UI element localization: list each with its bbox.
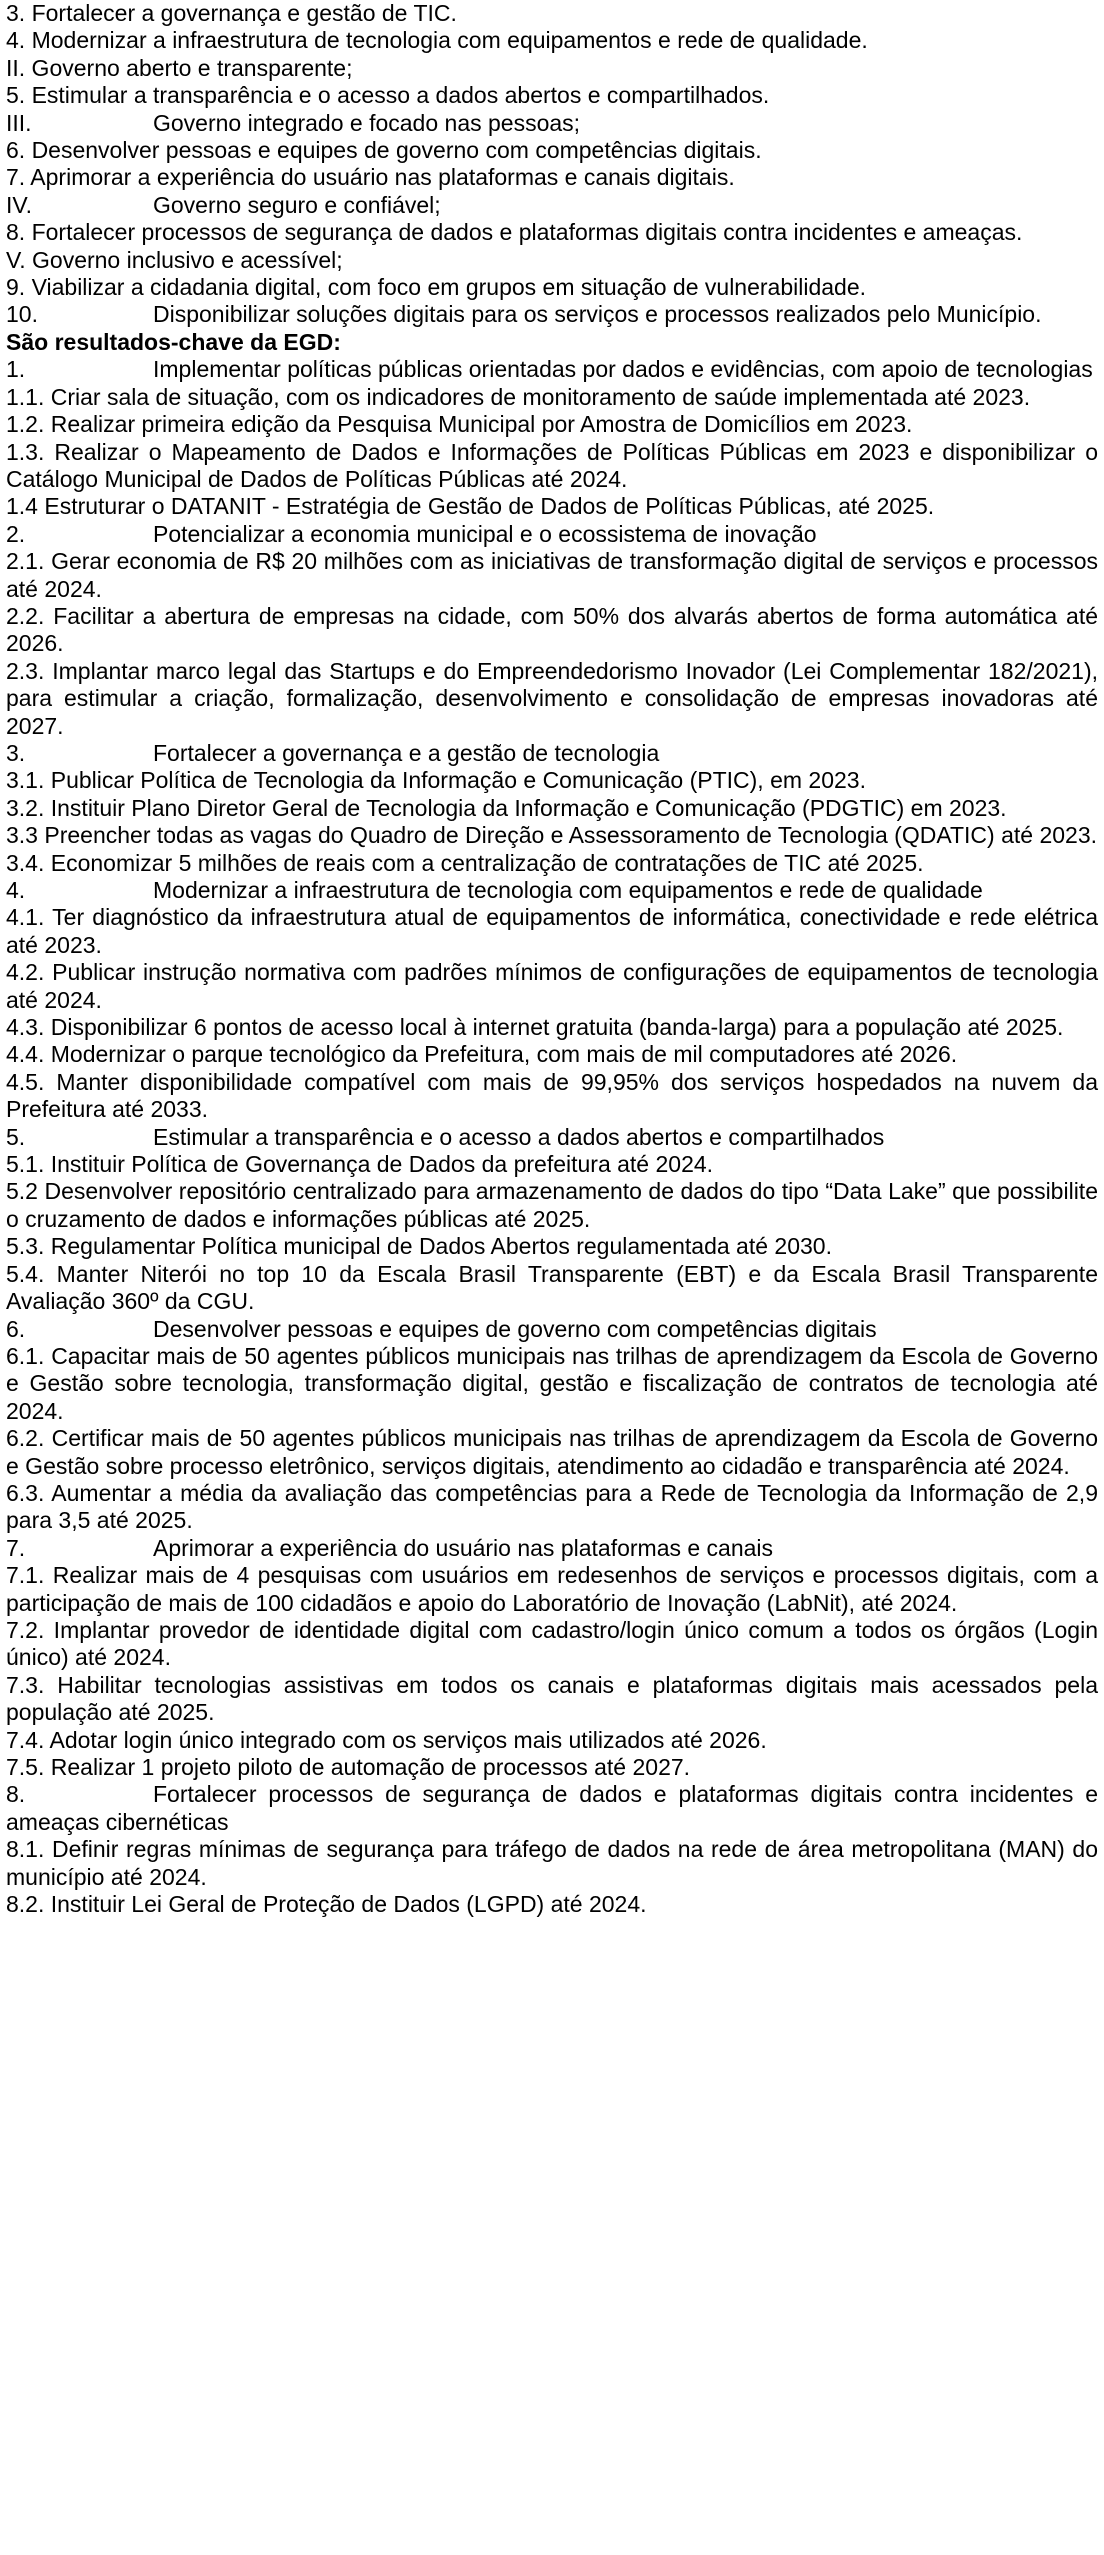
item-text: 2.1. Gerar economia de R$ 20 milhões com as iniciativas de transformação digital de serviços e processos até 2024.: [6, 548, 1098, 602]
paragraph: [6, 795, 1098, 822]
item-text: 1.1. Criar sala de situação, com os indicadores de monitoramento de saúde implementada até 2023.: [6, 383, 1031, 410]
item-text: 4.2. Publicar instrução normativa com padrões mínimos de configurações de equipamentos de tecnologia até 2024.: [6, 959, 1098, 1013]
item-text: 1.3. Realizar o Mapeamento de Dados e Informações de Políticas Públicas em 2023 e disponibilizar o Catálogo Municipal de Dados de Políticas Públicas até 2024.: [6, 438, 1098, 492]
item-text: 7.1. Realizar mais de 4 pesquisas com usuários em redesenhos de serviços e processos digitais, com a participação de mais de 100 cidadãos e apoio do Laboratório de Inovação (LabNit), até 2024.: [6, 1562, 1098, 1616]
item-text: 5.1. Instituir Política de Governança de Dados da prefeitura até 2024.: [6, 1151, 714, 1178]
numbered-item: [6, 1124, 1098, 1151]
numbered-item: [6, 301, 1098, 328]
paragraph: [6, 1727, 1098, 1754]
item-text: 3.1. Publicar Política de Tecnologia da Informação e Comunicação (PTIC), em 2023.: [6, 767, 866, 794]
item-text: Desenvolver pessoas e equipes de governo com competências digitais: [153, 1315, 877, 1342]
paragraph: [6, 1754, 1098, 1781]
paragraph: [6, 164, 1098, 191]
paragraph: [6, 603, 1098, 658]
item-text: 1.4 Estruturar o DATANIT - Estratégia de Gestão de Dados de Políticas Públicas, até 2025.: [6, 493, 935, 520]
item-text: 6. Desenvolver pessoas e equipes de governo com competências digitais.: [6, 137, 762, 164]
paragraph: [6, 1261, 1098, 1316]
paragraph: [6, 1151, 1098, 1178]
item-text: 7. Aprimorar a experiência do usuário nas plataformas e canais digitais.: [6, 164, 735, 191]
item-text: 5.2 Desenvolver repositório centralizado para armazenamento de dados do tipo “Data Lake” que possibilite o cruzamento de dados e informações públicas até 2025.: [6, 1178, 1098, 1232]
item-text: 4. Modernizar a infraestrutura de tecnologia com equipamentos e rede de qualidade.: [6, 27, 868, 54]
paragraph: [6, 274, 1098, 301]
item-text: Disponibilizar soluções digitais para os serviços e processos realizados pelo Município.: [153, 301, 1042, 328]
paragraph: [6, 493, 1098, 520]
item-text: 9. Viabilizar a cidadania digital, com foco em grupos em situação de vulnerabilidade.: [6, 274, 867, 301]
item-number: 1.: [6, 356, 26, 383]
paragraph: [6, 904, 1098, 959]
item-text: II. Governo aberto e transparente;: [6, 54, 353, 81]
item-text: Governo integrado e focado nas pessoas;: [153, 109, 581, 136]
item-number: 3.: [6, 739, 26, 766]
numbered-item: [6, 521, 1098, 548]
item-text: 7.3. Habilitar tecnologias assistivas em todos os canais e plataformas digitais mais acessados pela população até 2025.: [6, 1671, 1098, 1726]
numbered-item: [6, 356, 1098, 383]
paragraph: [6, 27, 1098, 54]
item-number: IV.: [6, 191, 33, 218]
item-text: 7.5. Realizar 1 projeto piloto de automação de processos até 2027.: [6, 1754, 691, 1780]
paragraph: [6, 55, 1098, 82]
item-text: 5.4. Manter Niterói no top 10 da Escala Brasil Transparente (EBT) e da Escala Brasil Transparente Avaliação 360º da CGU.: [6, 1260, 1098, 1315]
item-text: 2.3. Implantar marco legal das Startups e do Empreendedorismo Inovador (Lei Complementar 182/2021), para estimular a criação, formalização, desenvolvimento e consolidação de empresas inovadoras até 2027.: [6, 657, 1098, 739]
item-text: Aprimorar a experiência do usuário nas plataformas e canais: [153, 1534, 774, 1561]
numbered-item: [6, 192, 1098, 219]
paragraph: [6, 1014, 1098, 1041]
item-text: São resultados-chave da EGD:: [6, 328, 341, 355]
item-number: 2.: [6, 520, 26, 547]
item-text: Implementar políticas públicas orientadas por dados e evidências, com apoio de tecnologias: [153, 356, 1093, 383]
item-number: 4.: [6, 877, 26, 903]
numbered-item: [6, 1781, 1098, 1836]
paragraph: [6, 411, 1098, 438]
paragraph: [6, 1041, 1098, 1068]
paragraph: [6, 822, 1098, 849]
paragraph: [6, 1233, 1098, 1260]
numbered-item: [6, 877, 1098, 904]
item-text: 5.3. Regulamentar Política municipal de Dados Abertos regulamentada até 2030.: [6, 1233, 832, 1260]
item-text: Estimular a transparência e o acesso a dados abertos e compartilhados: [153, 1123, 885, 1150]
item-text: 7.2. Implantar provedor de identidade digital com cadastro/login único comum a todos os órgãos (Login único) até 2024.: [6, 1616, 1098, 1671]
item-number: 6.: [6, 1315, 26, 1342]
paragraph: [6, 1617, 1098, 1672]
item-text: Modernizar a infraestrutura de tecnologia com equipamentos e rede de qualidade: [153, 877, 983, 903]
item-number: 10.: [6, 301, 38, 328]
paragraph: [6, 1425, 1098, 1480]
item-text: 4.3. Disponibilizar 6 pontos de acesso local à internet gratuita (banda-larga) para a população até 2025.: [6, 1014, 1064, 1041]
paragraph: [6, 548, 1098, 603]
item-number: III.: [6, 109, 32, 136]
item-text: 6.3. Aumentar a média da avaliação das competências para a Rede de Tecnologia da Informação de 2,9 para 3,5 até 2025.: [6, 1479, 1098, 1534]
paragraph: [6, 1343, 1098, 1425]
paragraph: [6, 439, 1098, 494]
item-text: 8.1. Definir regras mínimas de segurança para tráfego de dados na rede de área metropolitana (MAN) do município até 2024.: [6, 1836, 1098, 1890]
item-text: 1.2. Realizar primeira edição da Pesquisa Municipal por Amostra de Domicílios em 2023.: [6, 411, 913, 438]
paragraph: [6, 850, 1098, 877]
numbered-item: [6, 1535, 1098, 1562]
item-text: 3.4. Economizar 5 milhões de reais com a centralização de contratações de TIC até 2025.: [6, 849, 924, 876]
item-number: 8.: [6, 1781, 26, 1808]
numbered-item: [6, 110, 1098, 137]
paragraph: [6, 384, 1098, 411]
item-number: 5.: [6, 1123, 26, 1150]
item-text: 3. Fortalecer a governança e gestão de TIC.: [6, 0, 457, 26]
paragraph: [6, 658, 1098, 740]
item-number: 7.: [6, 1534, 26, 1561]
item-text: 7.4. Adotar login único integrado com os serviços mais utilizados até 2026.: [6, 1726, 767, 1753]
paragraph: [6, 1069, 1098, 1124]
paragraph: [6, 1562, 1098, 1617]
item-text: 4.4. Modernizar o parque tecnológico da Prefeitura, com mais de mil computadores até 2026.: [6, 1041, 958, 1068]
item-text: 4.5. Manter disponibilidade compatível com mais de 99,95% dos serviços hospedados na nuvem da Prefeitura até 2033.: [6, 1068, 1098, 1123]
item-text: 6.2. Certificar mais de 50 agentes públicos municipais nas trilhas de aprendizagem da Escola de Governo e Gestão sobre processo eletrônico, serviços digitais, atendimento ao cidadão e transparência até 2024.: [6, 1425, 1098, 1479]
item-text: 3.3 Preencher todas as vagas do Quadro de Direção e Assessoramento de Tecnologia (QDATIC) até 2023.: [6, 822, 1097, 849]
item-text: 3.2. Instituir Plano Diretor Geral de Tecnologia da Informação e Comunicação (PDGTIC) em 2023.: [6, 794, 1007, 821]
paragraph: [6, 767, 1098, 794]
paragraph: [6, 959, 1098, 1014]
item-text: V. Governo inclusivo e acessível;: [6, 246, 343, 273]
paragraph: [6, 1480, 1098, 1535]
numbered-item: [6, 1316, 1098, 1343]
section-heading: [6, 329, 1098, 356]
paragraph: [6, 1891, 1098, 1918]
item-text: Fortalecer processos de segurança de dados e plataformas digitais contra incidentes e ameaças cibernéticas: [6, 1781, 1098, 1835]
item-text: Fortalecer a governança e a gestão de tecnologia: [153, 739, 660, 766]
paragraph: [6, 219, 1098, 246]
item-text: Governo seguro e confiável;: [153, 191, 441, 218]
item-text: 2.2. Facilitar a abertura de empresas na cidade, com 50% dos alvarás abertos de forma automática até 2026.: [6, 602, 1098, 657]
item-text: 5. Estimular a transparência e o acesso a dados abertos e compartilhados.: [6, 82, 770, 109]
paragraph: [6, 1672, 1098, 1727]
paragraph: [6, 82, 1098, 109]
item-text: 4.1. Ter diagnóstico da infraestrutura atual de equipamentos de informática, conectividade e rede elétrica até 2023.: [6, 904, 1098, 958]
paragraph: [6, 0, 1098, 27]
paragraph: [6, 247, 1098, 274]
item-text: 8.2. Instituir Lei Geral de Proteção de Dados (LGPD) até 2024.: [6, 1891, 647, 1918]
item-text: Potencializar a economia municipal e o ecossistema de inovação: [153, 520, 817, 547]
paragraph: [6, 137, 1098, 164]
item-text: 8. Fortalecer processos de segurança de dados e plataformas digitais contra incidentes e ameaças.: [6, 219, 1023, 246]
item-text: 6.1. Capacitar mais de 50 agentes públicos municipais nas trilhas de aprendizagem da Escola de Governo e Gestão sobre tecnologia, transformação digital, gestão e fiscalização de contratos de tecnologia até 2024.: [6, 1342, 1098, 1424]
paragraph: [6, 1178, 1098, 1233]
numbered-item: [6, 740, 1098, 767]
paragraph: [6, 1836, 1098, 1891]
